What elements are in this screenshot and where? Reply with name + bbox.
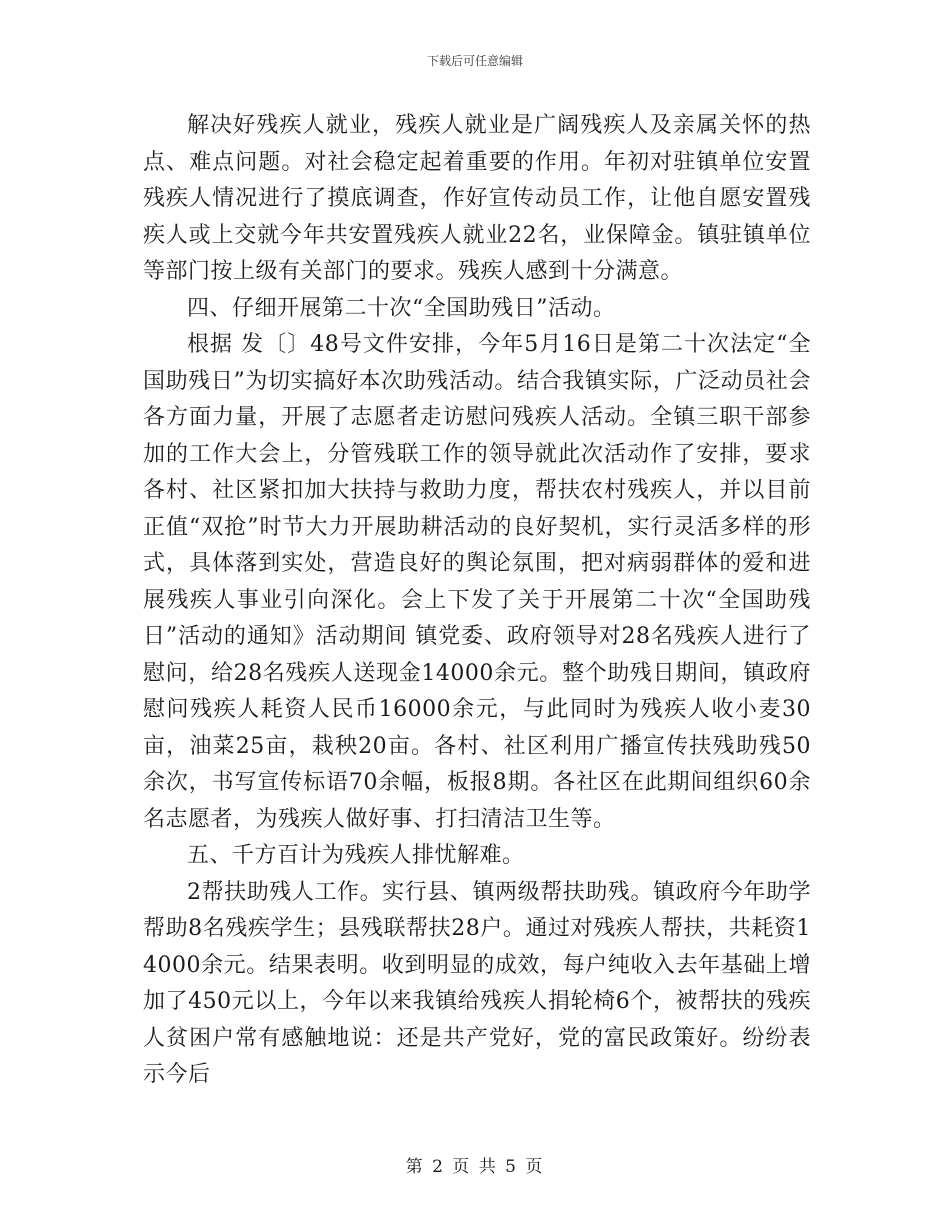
- section-heading-five: 五、千方百计为残疾人排忧解难。: [187, 843, 525, 868]
- page-number-footer: 第 2 页 共 5 页: [405, 1157, 545, 1177]
- document-body: [143, 108, 811, 1094]
- paragraph-employment: 解决好残疾人就业，残疾人就业是广阔残疾人及亲属关怀的热点、难点问题。对社会稳定起着重要的作用。年初对驻镇单位安置残疾人情况进行了摸底调查，作好宣传动员工作，让他自愿安置残疾人或上交就今年共安置残疾人就业22名，业保障金。镇驻镇单位等部门按上级有关部门的要求。残疾人感到十分满意。: [143, 113, 811, 284]
- paragraph-disability-day: 根据 发〔〕48号文件安排，今年5月16日是第二十次法定“全国助残日”为切实搞好本次助残活动。结合我镇实际，广泛动员社会各方面力量，开展了志愿者走访慰问残疾人活动。全镇三职干部参加的工作大会上，分管残联工作的领导就此次活动作了安排，要求各村、社区紧扣加大扶持与救助力度，帮扶农村残疾人，并以目前正值“双抢”时节大力开展助耕活动的良好契机，实行灵活多样的形式，具体落到实处，营造良好的舆论氛围，把对病弱群体的爱和进展残疾人事业引向深化。会上下发了关于开展第二十次“全国助残日”活动的通知》活动期间 镇党委、政府领导对28名残疾人进行了慰问，给28名残疾人送现金14000余元。整个助残日期间，镇政府慰问残疾人耗资人民币16000余元，与此同时为残疾人收小麦30亩，油菜25亩，栽秧20亩。各村、社区利用广播宣传扶残助残50余次，书写宣传标语70余幅，板报8期。各社区在此期间组织60余名志愿者，为残疾人做好事、打扫清洁卫生等。: [143, 332, 811, 832]
- paragraph-assistance: 2帮扶助残人工作。实行县、镇两级帮扶助残。镇政府今年助学帮助8名残疾学生；县残联帮扶28户。通过对残疾人帮扶，共耗资14000余元。结果表明。收到明显的成效，每户纯收入去年基础上增加了450元以上，今年以来我镇给残疾人捐轮椅6个，被帮扶的残疾人贫困户常有感触地说：还是共产党好，党的富民政策好。纷纷表示今后: [143, 879, 811, 1087]
- page-header-note: 下载后可任意编辑: [426, 54, 523, 68]
- section-heading-four: 四、仔细开展第二十次“全国助残日”活动。: [187, 295, 616, 321]
